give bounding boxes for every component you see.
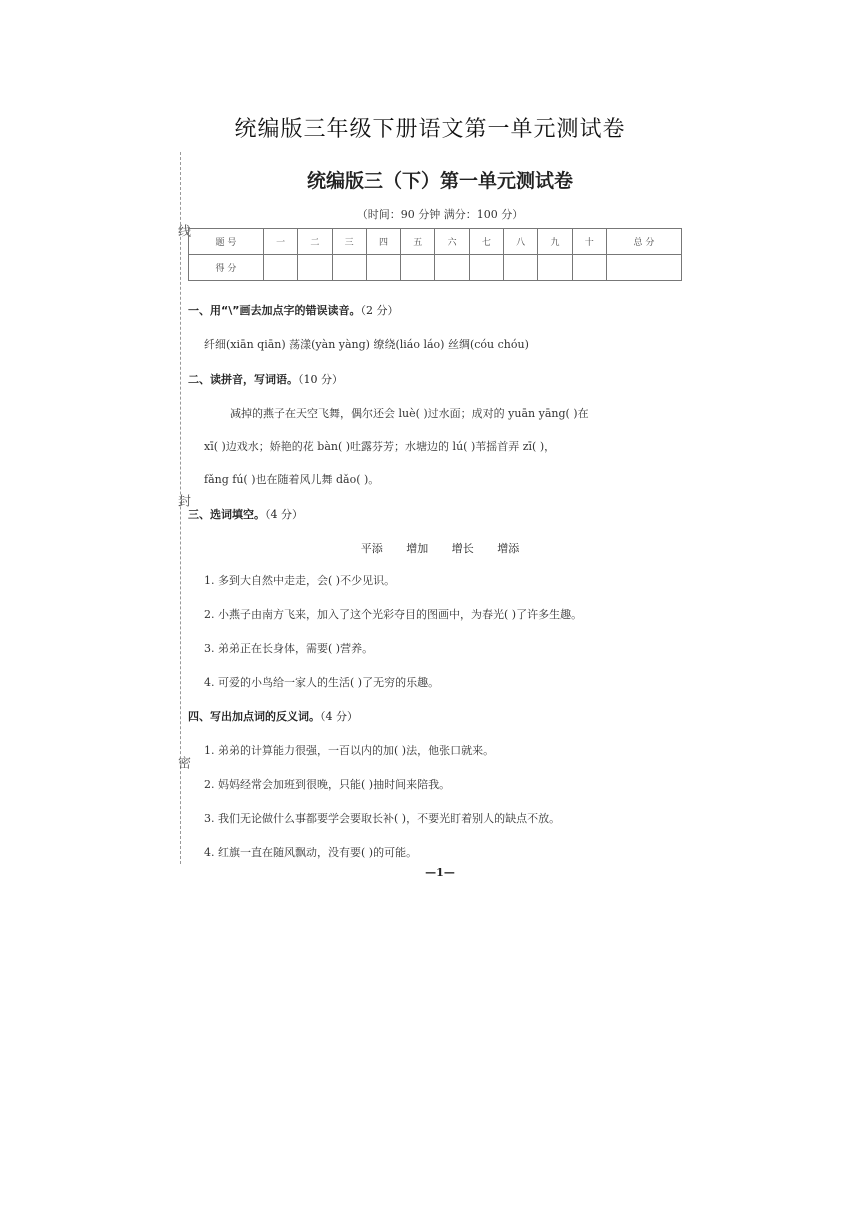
section-points: （4 分） [320, 710, 358, 723]
question-line: 3. 弟弟正在长身体，需要( )营养。 [204, 642, 374, 655]
binding-line [175, 152, 190, 864]
question-line: 1. 弟弟的计算能力很强，一百以内的加( )法，他张口就来。 [204, 744, 495, 757]
score-input-cell[interactable] [332, 255, 366, 281]
score-input-cell[interactable] [366, 255, 400, 281]
word-option: 增添 [497, 542, 520, 555]
question-line: 4. 可爱的小鸟给一家人的生活( )了无穷的乐趣。 [204, 676, 440, 689]
question-line: 4. 红旗一直在随风飘动，没有要( )的可能。 [204, 846, 418, 859]
question-line: 1. 多到大自然中走走，会( )不少见识。 [204, 574, 396, 587]
score-input-cell[interactable] [538, 255, 572, 281]
question-line: fǎng fú( )也在随着风儿舞 dǎo( )。 [204, 473, 380, 486]
section-title: 一、用“\”画去加点字的错误读音。 [188, 304, 361, 317]
exam-sheet [170, 150, 695, 882]
table-cell: 总 分 [606, 229, 681, 255]
exam-meta: （时间：90 分钟 满分：100 分） [356, 208, 524, 221]
score-table [188, 228, 682, 281]
score-input-cell[interactable] [572, 255, 606, 281]
table-cell: 二 [298, 229, 332, 255]
section-title: 二、读拼音，写词语。 [188, 373, 298, 386]
binding-char-mi: 密 [175, 756, 190, 769]
section-heading [188, 506, 303, 522]
document-title: 统编版三年级下册语文第一单元测试卷 [234, 117, 626, 142]
score-input-cell[interactable] [469, 255, 503, 281]
table-cell: 得 分 [189, 255, 264, 281]
table-cell: 六 [435, 229, 469, 255]
table-cell: 八 [504, 229, 538, 255]
section-heading [188, 371, 343, 387]
section-heading [188, 302, 398, 318]
score-input-cell[interactable] [298, 255, 332, 281]
word-option: 增加 [406, 542, 429, 555]
binding-char-xian: 线 [175, 224, 190, 237]
question-line: xī( )边戏水；娇艳的花 bàn( )吐露芬芳；水塘边的 lú( )苇摇首弄 zī( )， [204, 440, 556, 453]
word-bank [170, 540, 710, 556]
section-title: 四、写出加点词的反义词。 [188, 710, 320, 723]
question-line: 减掉的燕子在天空飞舞，偶尔还会 luè( )过水面；成对的 yuān yāng( )在 [230, 407, 589, 420]
table-cell: 三 [332, 229, 366, 255]
table-cell: 五 [401, 229, 435, 255]
score-table-score-row [189, 255, 682, 281]
section-heading [188, 708, 358, 724]
word-option: 增长 [451, 542, 474, 555]
section-points: （10 分） [298, 373, 343, 386]
page-number: —1— [425, 866, 455, 879]
section-points: （2 分） [360, 304, 399, 317]
score-table-header-row [189, 229, 682, 255]
score-input-cell[interactable] [435, 255, 469, 281]
table-cell: 题 号 [189, 229, 264, 255]
score-input-cell[interactable] [504, 255, 538, 281]
table-cell: 一 [263, 229, 297, 255]
question-line: 2. 妈妈经常会加班到很晚，只能( )抽时间来陪我。 [204, 778, 451, 791]
question-line: 纤细(xiān qiān) 荡漾(yàn yàng) 缭绕(liáo láo) 丝绸(cóu chóu) [204, 338, 529, 351]
table-cell: 十 [572, 229, 606, 255]
exam-title: 统编版三（下）第一单元测试卷 [306, 170, 573, 192]
question-line: 2. 小燕子由南方飞来，加入了这个光彩夺目的图画中，为春光( )了许多生趣。 [204, 608, 583, 621]
word-option: 平添 [360, 542, 383, 555]
table-cell: 九 [538, 229, 572, 255]
score-input-cell[interactable] [606, 255, 681, 281]
section-points: （4 分） [265, 508, 303, 521]
question-line: 3. 我们无论做什么事都要学会要取长补( )，不要光盯着别人的缺点不放。 [204, 812, 561, 825]
binding-char-feng: 封 [175, 494, 190, 507]
score-input-cell[interactable] [401, 255, 435, 281]
table-cell: 七 [469, 229, 503, 255]
table-cell: 四 [366, 229, 400, 255]
score-input-cell[interactable] [263, 255, 297, 281]
section-title: 三、选词填空。 [188, 508, 265, 521]
